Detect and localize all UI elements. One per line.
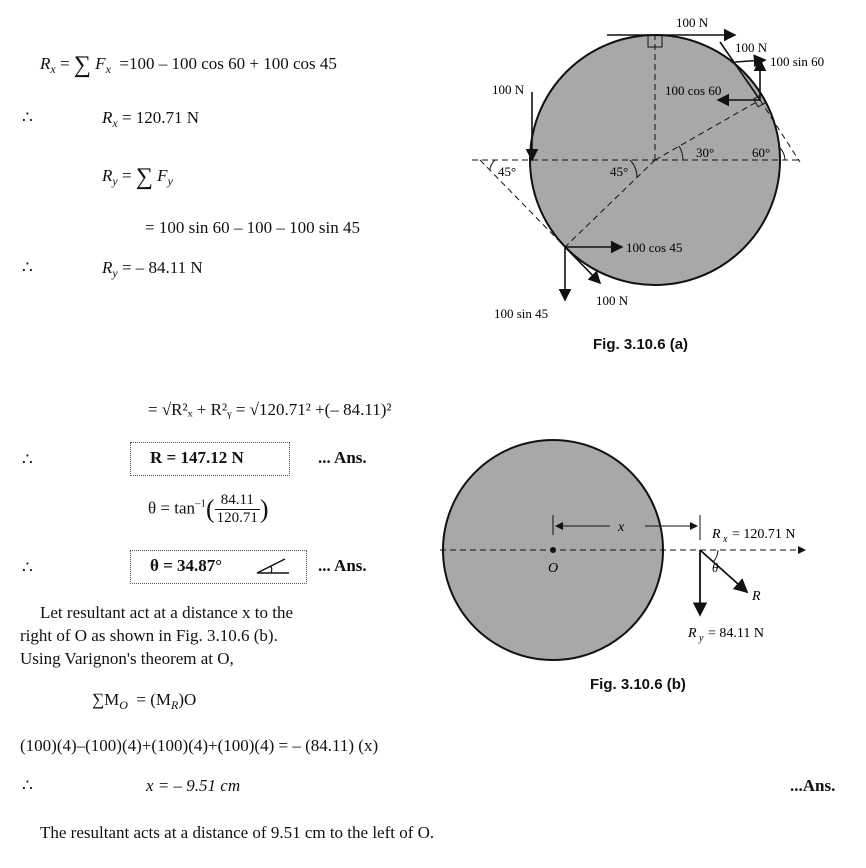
caption-a: Fig. 3.10.6 (a) bbox=[593, 336, 689, 353]
therefore-1: ∴ bbox=[22, 108, 33, 127]
svg-text:x: x bbox=[618, 520, 625, 535]
svg-text:100 N: 100 N bbox=[492, 82, 525, 97]
svg-text:x: x bbox=[723, 534, 728, 545]
svg-text:θ: θ bbox=[712, 560, 719, 575]
caption-b: Fig. 3.10.6 (b) bbox=[590, 676, 686, 693]
svg-text:R: R bbox=[688, 626, 697, 641]
svg-text:100 sin 45: 100 sin 45 bbox=[494, 306, 549, 321]
svg-text:45°: 45° bbox=[498, 164, 517, 179]
svg-text:y: y bbox=[699, 633, 704, 644]
svg-text:= 84.11 N: = 84.11 N bbox=[708, 626, 764, 641]
para-line-1: Let resultant act at a distance x to the bbox=[40, 603, 294, 622]
svg-text:100 N: 100 N bbox=[596, 293, 629, 308]
moment-equation: $\sum M_O = (M_R)O$ bbox=[92, 690, 197, 712]
ans-1: ... Ans. bbox=[318, 448, 367, 467]
svg-text:R: R bbox=[752, 589, 761, 604]
ry-result: $R_y$ = – 84.11 N bbox=[102, 258, 203, 280]
therefore-5: ∴ bbox=[22, 776, 33, 795]
svg-text:100 sin 60: 100 sin 60 bbox=[770, 54, 825, 69]
svg-text:R: R bbox=[712, 527, 721, 542]
svg-text:100 N: 100 N bbox=[676, 15, 709, 30]
ry-sum: = 100 sin 60 – 100 – 100 sin 45 bbox=[145, 218, 361, 237]
ry-equation: $R_y$ = ∑ $F_y$ bbox=[102, 164, 173, 190]
theta-answer: θ = 34.87° bbox=[150, 556, 223, 575]
svg-text:100 cos 60: 100 cos 60 bbox=[665, 83, 722, 98]
svg-text:= 120.71 N: = 120.71 N bbox=[732, 527, 796, 542]
svg-text:45°: 45° bbox=[610, 164, 629, 179]
ans-2: ... Ans. bbox=[318, 556, 367, 575]
svg-text:30°: 30° bbox=[696, 145, 715, 160]
figure-b bbox=[0, 400, 866, 720]
svg-text:O: O bbox=[548, 561, 559, 576]
therefore-4: ∴ bbox=[22, 558, 33, 577]
svg-text:60°: 60° bbox=[752, 145, 771, 160]
moment-expansion: (100)(4)–(100)(4)+(100)(4)+(100)(4) = – (84.11) (x) bbox=[20, 736, 379, 755]
r-answer: R = 147.12 N bbox=[150, 448, 244, 467]
therefore-2: ∴ bbox=[22, 258, 33, 277]
ans-3: ...Ans. bbox=[790, 776, 836, 795]
rx-equation: $R_x$ = ∑ $F_x =100 - 100$ cos 60 + 100 cos 45 bbox=[40, 52, 337, 78]
svg-text:100 N: 100 N bbox=[735, 40, 768, 55]
theta-formula: $\theta = \tan^{-1}$( $\frac{84.11}{120.71}$ ) bbox=[148, 492, 269, 526]
conclusion: The resultant acts at a distance of 9.51 cm to the left of O. bbox=[40, 823, 435, 842]
para-line-2: right of O as shown in Fig. 3.10.6 (b). bbox=[20, 626, 278, 645]
para-line-3: Using Varignon's theorem at O, bbox=[20, 649, 234, 668]
x-result: x = – 9.51 cm bbox=[146, 776, 241, 795]
therefore-3: ∴ bbox=[22, 450, 33, 469]
svg-text:100 cos 45: 100 cos 45 bbox=[626, 240, 683, 255]
rx-result: $R_x = 120.71$ N bbox=[102, 108, 200, 130]
figure-a bbox=[0, 0, 866, 400]
r-formula: = √R²ₓ + R²ᵧ = √120.71² +(– 84.11)² bbox=[148, 400, 392, 419]
